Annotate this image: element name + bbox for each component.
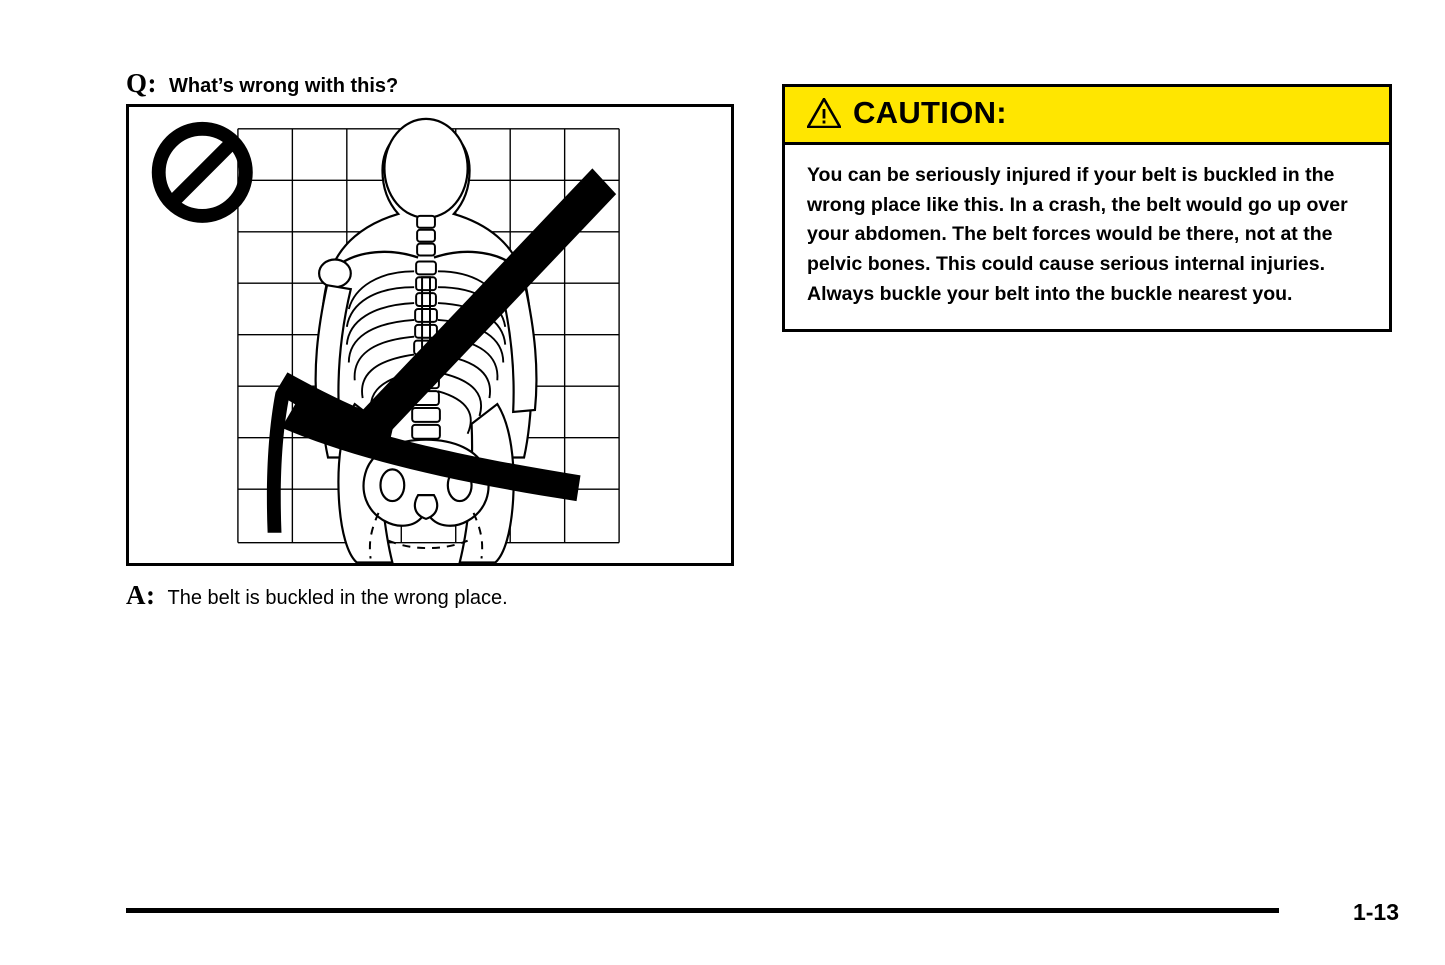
page-number: 1-13 [1352,899,1399,925]
question-text: What’s wrong with this? [169,75,399,97]
warning-triangle-icon [807,98,841,128]
answer-row [126,582,736,609]
footer-rule [126,908,1279,913]
skull [384,119,467,218]
caution-box [782,84,1392,332]
question-row [126,70,736,97]
caution-header [785,87,1389,145]
figure-skeleton-seatbelt [126,104,734,566]
skeleton-seatbelt-illustration [129,107,731,564]
question-marker: Q: [126,68,157,98]
answer-marker: A: [126,580,156,610]
answer-text: The belt is buckled in the wrong place. [167,587,508,609]
spine [412,216,440,439]
caution-title: CAUTION: [853,95,1007,130]
caution-body-text: You can be seriously injured if your belt is buckled in the wrong place like this. In a crash, the belt would go up over your abdomen. The belt forces would be there, not at the pelvic bones. This could cause serious internal injuries. Always buckle your belt into the buckle nearest you. [807,164,1348,305]
question-answer-section [126,70,736,609]
